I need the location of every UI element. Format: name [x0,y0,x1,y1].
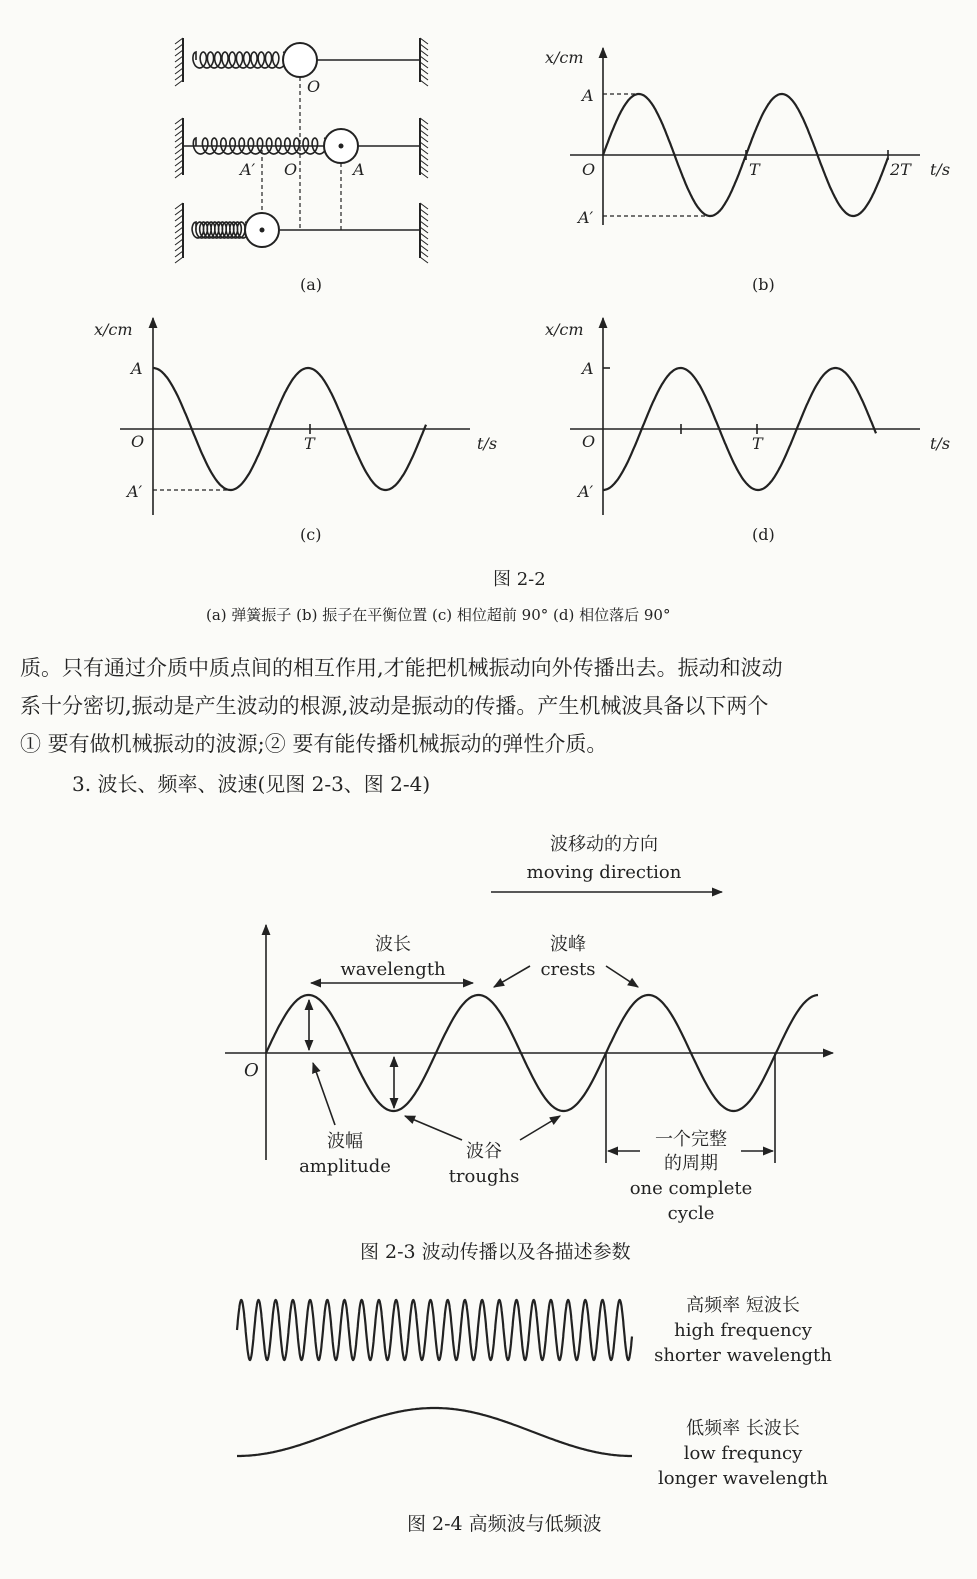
fig24-low-en1: low frequncy [683,1443,803,1464]
hatch-line [175,74,183,80]
hatch-line [420,172,428,178]
fig24-high-en1: high frequency [674,1320,812,1341]
fig23-wavelength-cn: 波长 [375,934,411,955]
hatch-line [420,203,428,209]
fig23-origin: O [244,1060,259,1081]
hatch-line [175,233,183,239]
hatch-line [175,227,183,233]
hatch-line [420,257,428,263]
fig22-c-graph [120,318,470,515]
fig23-title: 图 2-3 波动传播以及各描述参数 [360,1241,631,1263]
fig22-b-y-axis: x/cm [545,48,584,67]
hatch-line [175,62,183,68]
hatch-line [420,209,428,215]
section-heading: 3. 波长、频率、波速(见图 2-3、图 2-4) [72,772,431,796]
fig22-c-label-A: A [131,359,143,378]
hatch-line [175,44,183,50]
fig23-cycle-en1: one complete [629,1178,753,1199]
hatch-line [175,38,183,44]
fig23-cycle-en2: cycle [667,1203,715,1224]
fig22-a-label-Aprime: A′ [240,160,256,179]
low-frequency-wave [237,1408,632,1456]
fig22-d-label-A: A [582,359,594,378]
hatch-line [420,245,428,251]
fig22-c-y-axis: x/cm [94,320,133,339]
hatch-line [420,56,428,62]
ball-icon [283,43,317,77]
fig23-troughs-en: troughs [448,1166,520,1187]
fig23-amplitude-cn: 波幅 [327,1131,363,1152]
hatch-line [175,160,183,166]
fig22-b-label-O: O [582,160,596,179]
fig23-amplitude-en: amplitude [299,1156,391,1177]
hatch-line [420,124,428,130]
fig23-direction-cn: 波移动的方向 [550,834,658,855]
hatch-line [175,68,183,74]
fig22-b-label-A: A [582,86,594,105]
hatch-line [175,245,183,251]
fig23-troughs-cn: 波谷 [466,1141,502,1162]
spring-icon [192,222,249,238]
fig22-title: 图 2-2 [493,569,546,590]
fig22-d-graph [570,318,920,515]
hatch-line [420,62,428,68]
trough-pointer-icon [405,1116,462,1140]
fig23-crests-en: crests [540,959,596,980]
hatch-line [420,221,428,227]
paragraph-line-2: 系十分密切,振动是产生波动的根源,波动是振动的传播。产生机械波具备以下两个 [20,694,769,718]
hatch-line [175,130,183,136]
hatch-line [420,166,428,172]
hatch-line [420,50,428,56]
hatch-line [420,44,428,50]
fig22-a-label-O: O [307,77,321,96]
fig22-c-x-axis: t/s [477,434,498,453]
fig22-b-x-axis: t/s [930,160,951,179]
hatch-line [420,160,428,166]
hatch-line [175,118,183,124]
fig22-a-caption: (a) [300,275,323,294]
amplitude-pointer-icon [313,1063,335,1125]
fig24-low-cn: 低频率 长波长 [686,1418,800,1439]
hatch-line [175,221,183,227]
fig22-a-label-A: A [353,160,365,179]
hatch-line [420,142,428,148]
hatch-line [175,203,183,209]
fig22-b-graph [570,48,920,225]
hatch-line [175,124,183,130]
fig23-wavelength-en: wavelength [340,959,446,980]
fig22-b-caption: (b) [752,275,775,294]
fig23-cycle-cn1: 一个完整 [655,1129,727,1150]
hatch-line [420,68,428,74]
trough-pointer-icon [520,1116,560,1140]
hatch-line [175,215,183,221]
paragraph-line-3: ① 要有做机械振动的波源;② 要有能传播机械振动的弹性介质。 [20,732,608,756]
fig22-d-label-Aprime: A′ [578,482,594,501]
hatch-line [175,148,183,154]
hatch-line [420,233,428,239]
fig22-c-caption: (c) [300,525,322,544]
crest-pointer-icon [494,966,530,987]
fig22-b-label-T: T [749,160,760,179]
hatch-line [420,130,428,136]
spring-icon [193,52,286,68]
fig23-direction-en: moving direction [526,862,682,883]
hatch-line [420,38,428,44]
hatch-line [175,172,183,178]
fig22-d-label-T: T [752,434,763,453]
fig22-c-label-O: O [131,432,145,451]
fig22-d-caption: (d) [752,525,775,544]
fig22-b-label-Aprime: A′ [578,208,594,227]
hatch-line [420,251,428,257]
fig24-high-cn: 高频率 短波长 [686,1295,800,1316]
fig22-d-label-O: O [582,432,596,451]
hatch-line [175,257,183,263]
hatch-line [175,154,183,160]
hatch-line [420,118,428,124]
fig22-a-label-O2: O [284,160,298,179]
hatch-line [420,148,428,154]
hatch-line [420,227,428,233]
hatch-line [175,251,183,257]
hatch-line [175,239,183,245]
fig23-wave-diagram [225,892,833,1163]
fig22-a-spring-oscillator [175,38,428,263]
high-frequency-wave [237,1300,632,1360]
hatch-line [175,80,183,86]
hatch-line [420,80,428,86]
fig22-d-x-axis: t/s [930,434,951,453]
fig22-d-y-axis: x/cm [545,320,584,339]
fig22-c-label-T: T [304,434,315,453]
paragraph-line-1: 质。只有通过介质中质点间的相互作用,才能把机械振动向外传播出去。振动和波动 [20,656,783,680]
hatch-line [175,166,183,172]
hatch-line [175,136,183,142]
fig24-title: 图 2-4 高频波与低频波 [407,1513,602,1535]
hatch-line [175,209,183,215]
fig24-high-en2: shorter wavelength [654,1345,832,1366]
fig23-cycle-cn2: 的周期 [664,1153,718,1174]
hatch-line [420,74,428,80]
hatch-line [420,136,428,142]
hatch-line [420,215,428,221]
hatch-line [175,56,183,62]
hatch-line [420,239,428,245]
hatch-line [420,154,428,160]
fig22-subtitle: (a) 弹簧振子 (b) 振子在平衡位置 (c) 相位超前 90° (d) 相位落后 90° [206,606,671,624]
fig23-crests-cn: 波峰 [550,934,586,955]
fig22-c-label-Aprime: A′ [127,482,143,501]
fig22-b-label-2T: 2T [890,160,911,179]
fig24-low-en2: longer wavelength [658,1468,828,1489]
hatch-line [175,50,183,56]
hatch-line [175,142,183,148]
crest-pointer-icon [606,966,638,987]
